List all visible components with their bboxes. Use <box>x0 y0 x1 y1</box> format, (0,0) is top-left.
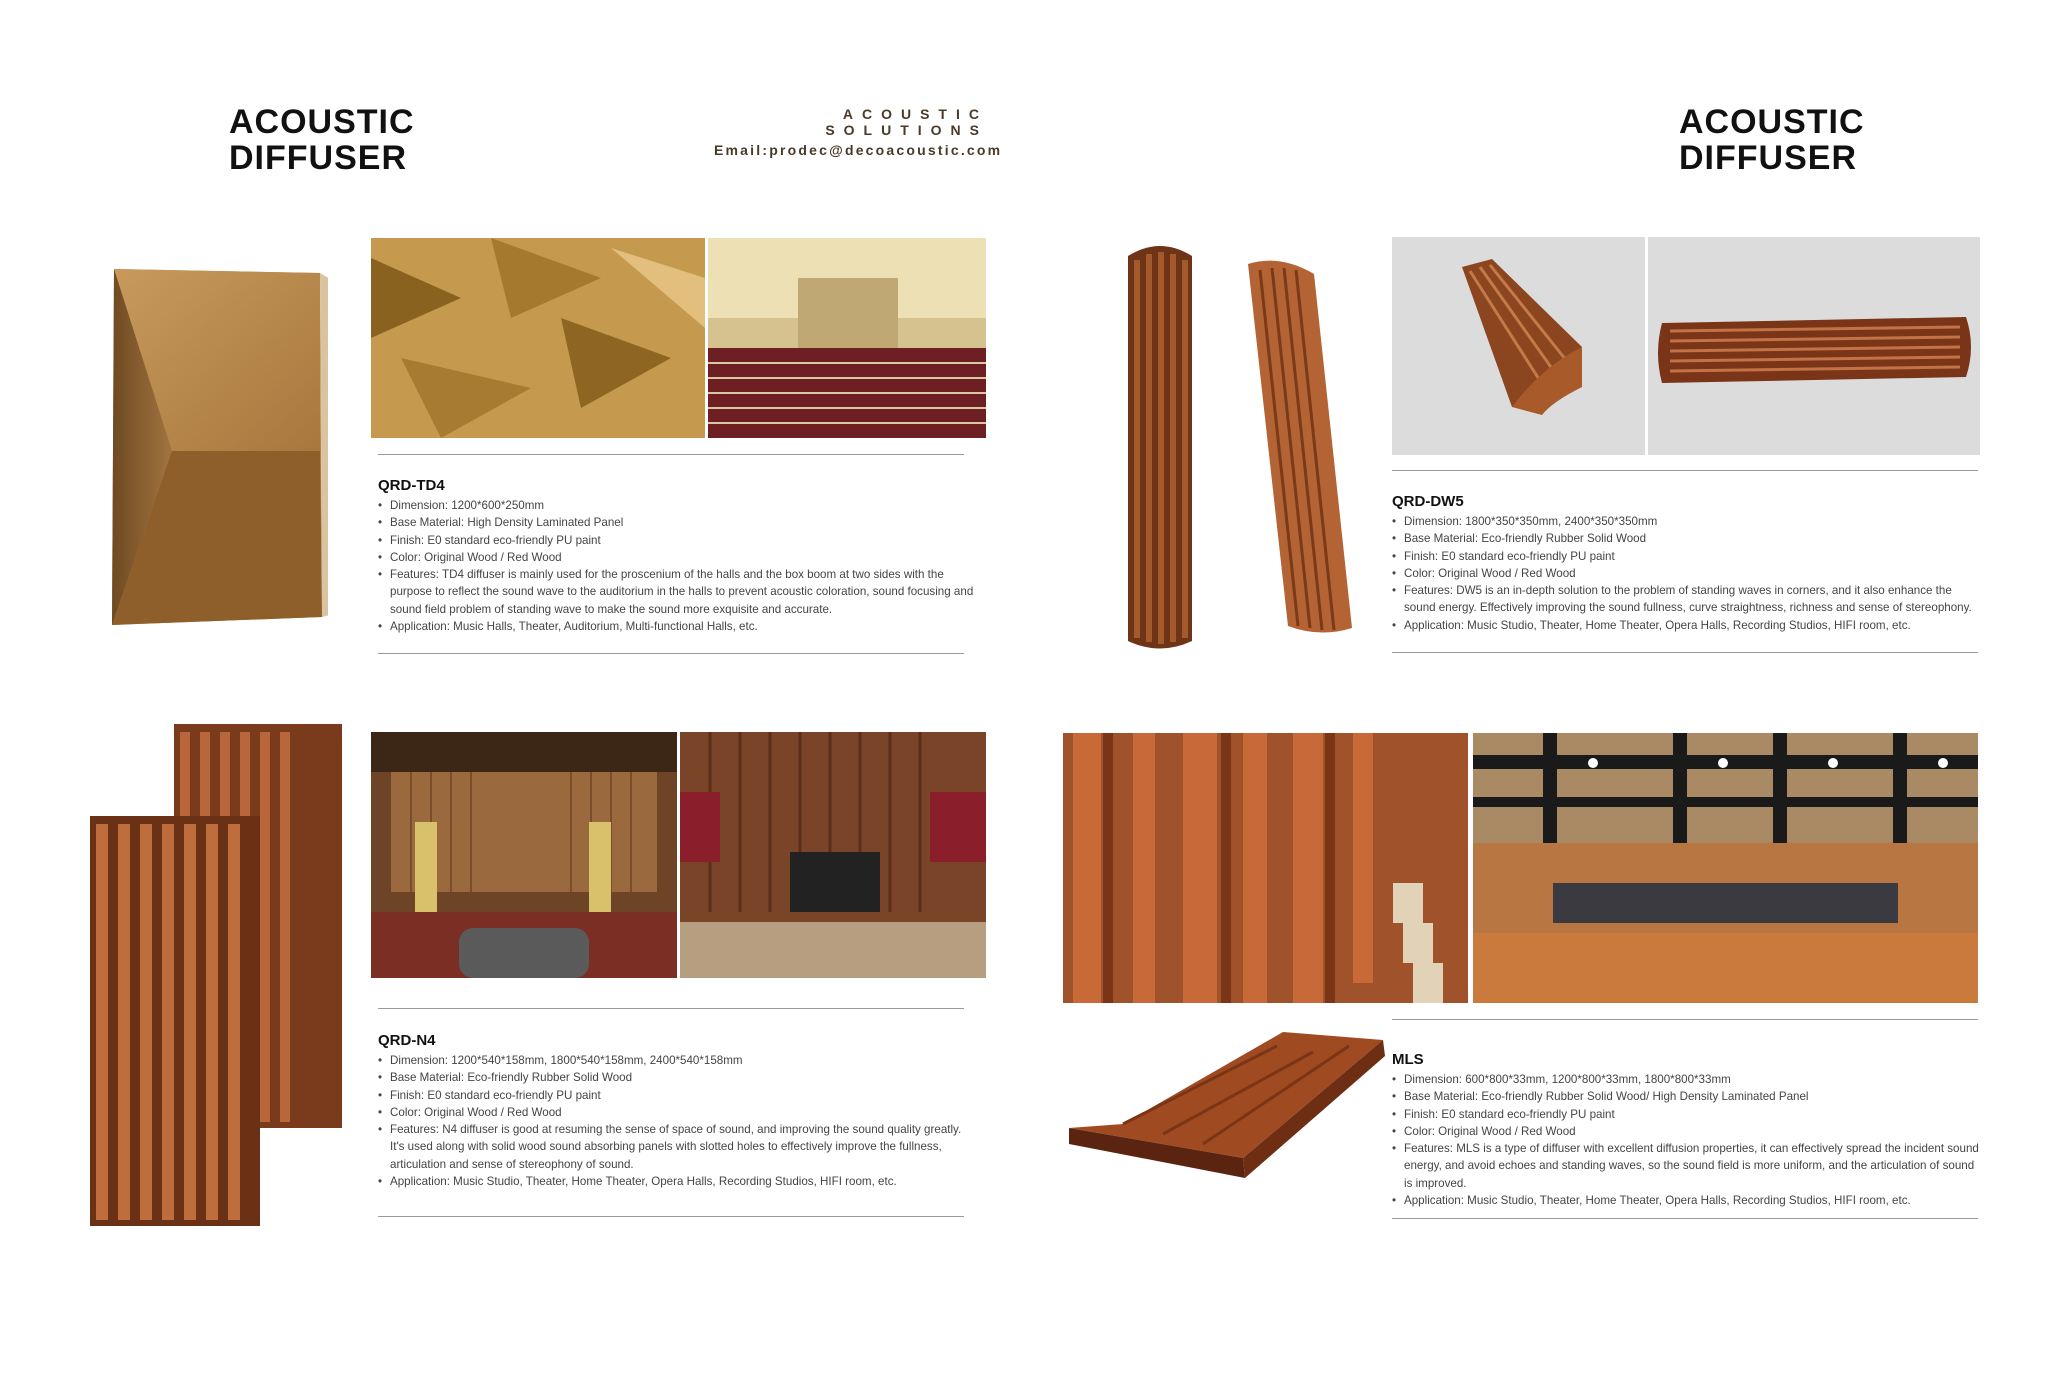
spec-finish: • Finish: E0 standard eco-friendly PU paint <box>378 1087 978 1104</box>
tagline: ACOUSTIC SOLUTIONS <box>825 106 988 138</box>
product-title: QRD-DW5 <box>1392 493 1464 510</box>
spec-finish: • Finish: E0 standard eco-friendly PU paint <box>1392 548 1982 565</box>
mls-auditorium-photo <box>1473 733 1978 1003</box>
product-title: QRD-N4 <box>378 1032 436 1049</box>
title-line-2: DIFFUSER <box>229 139 407 177</box>
qrd-td4-auditorium-photo <box>708 238 986 438</box>
qrd-dw5-spec-block <box>1392 493 1982 634</box>
spec-features: • Features: DW5 is an in-depth solution to the problem of standing waves in corners, and it also enhance the sound energy. Effectively improving the sound fullness, curve straightness, richness and sense of stereophony. <box>1392 582 1982 617</box>
spec-features: • Features: N4 diffuser is good at resuming the sense of space of sound, and improving the sound quality greatly. It's used along with solid wood sound absorbing panels with slotted holes to effectively improve the fullness, articulation and sense of stereophony of sound. <box>378 1121 978 1173</box>
left-page-title <box>229 104 415 176</box>
spec-application: • Application: Music Halls, Theater, Auditorium, Multi-functional Halls, etc. <box>378 618 978 635</box>
divider <box>1392 1019 1978 1020</box>
spec-color: • Color: Original Wood / Red Wood <box>1392 565 1982 582</box>
spec-list <box>378 497 978 635</box>
mls-wall-photo <box>1063 733 1468 1003</box>
spec-features: • Features: TD4 diffuser is mainly used for the proscenium of the halls and the box boom at two sides with the purpose to reflect the sound wave to the auditorium in the halls to prevent acoustic coloration, sound focusing and sound field problem of standing wave to make the sound more exquisite and accurate. <box>378 566 978 618</box>
spec-application: • Application: Music Studio, Theater, Home Theater, Opera Halls, Recording Studios, HIFI room, etc. <box>1392 617 1982 634</box>
spec-color: • Color: Original Wood / Red Wood <box>1392 1123 1982 1140</box>
spec-material: • Base Material: Eco-friendly Rubber Solid Wood/ High Density Laminated Panel <box>1392 1088 1982 1105</box>
qrd-n4-studio-photo <box>680 732 986 978</box>
product-title: MLS <box>1392 1051 1424 1068</box>
title-line-1: ACOUSTIC <box>229 103 415 141</box>
spec-features: • Features: MLS is a type of diffuser with excellent diffusion properties, it can effectively spread the incident sound energy, and avoid echoes and standing waves, so the sound field is more uniform, and the articulation of sound is improved. <box>1392 1140 1982 1192</box>
spec-application: • Application: Music Studio, Theater, Home Theater, Opera Halls, Recording Studios, HIFI room, etc. <box>1392 1192 1982 1209</box>
qrd-td4-product-image <box>108 265 328 627</box>
spec-finish: • Finish: E0 standard eco-friendly PU paint <box>1392 1106 1982 1123</box>
qrd-dw5-product-image <box>1120 236 1360 658</box>
spec-material: • Base Material: High Density Laminated Panel <box>378 514 978 531</box>
qrd-td4-wall-photo <box>371 238 705 438</box>
qrd-n4-spec-block <box>378 1032 978 1190</box>
spec-list <box>378 1052 978 1190</box>
title-line-1: ACOUSTIC <box>1679 103 1865 141</box>
divider <box>1392 1218 1978 1219</box>
qrd-n4-product-image <box>88 722 348 1230</box>
right-page-title <box>1679 104 1865 176</box>
title-line-2: DIFFUSER <box>1679 139 1857 177</box>
spec-list <box>1392 1071 1982 1209</box>
spec-dimension: • Dimension: 1200*600*250mm <box>378 497 978 514</box>
divider <box>378 1216 964 1217</box>
brand-block <box>714 106 1003 158</box>
spec-finish: • Finish: E0 standard eco-friendly PU paint <box>378 532 978 549</box>
divider <box>378 454 964 455</box>
spec-dimension: • Dimension: 1800*350*350mm, 2400*350*350mm <box>1392 513 1982 530</box>
qrd-n4-listening-room-photo <box>371 732 677 978</box>
spec-material: • Base Material: Eco-friendly Rubber Solid Wood <box>1392 530 1982 547</box>
mls-spec-block <box>1392 1051 1982 1209</box>
spec-list <box>1392 513 1982 634</box>
email-link[interactable]: Email:prodec@decoacoustic.com <box>714 142 1003 158</box>
divider <box>378 1008 964 1009</box>
product-title: QRD-TD4 <box>378 477 445 494</box>
spec-color: • Color: Original Wood / Red Wood <box>378 549 978 566</box>
spec-application: • Application: Music Studio, Theater, Home Theater, Opera Halls, Recording Studios, HIFI room, etc. <box>378 1173 978 1190</box>
qrd-dw5-side-photo <box>1648 237 1980 455</box>
qrd-dw5-angle-photo <box>1392 237 1645 455</box>
spec-material: • Base Material: Eco-friendly Rubber Solid Wood <box>378 1069 978 1086</box>
qrd-td4-spec-block <box>378 477 978 635</box>
divider <box>1392 470 1978 471</box>
divider <box>1392 652 1978 653</box>
mls-product-image <box>1063 1028 1393 1192</box>
spec-dimension: • Dimension: 600*800*33mm, 1200*800*33mm, 1800*800*33mm <box>1392 1071 1982 1088</box>
divider <box>378 653 964 654</box>
spec-dimension: • Dimension: 1200*540*158mm, 1800*540*158mm, 2400*540*158mm <box>378 1052 978 1069</box>
spec-color: • Color: Original Wood / Red Wood <box>378 1104 978 1121</box>
